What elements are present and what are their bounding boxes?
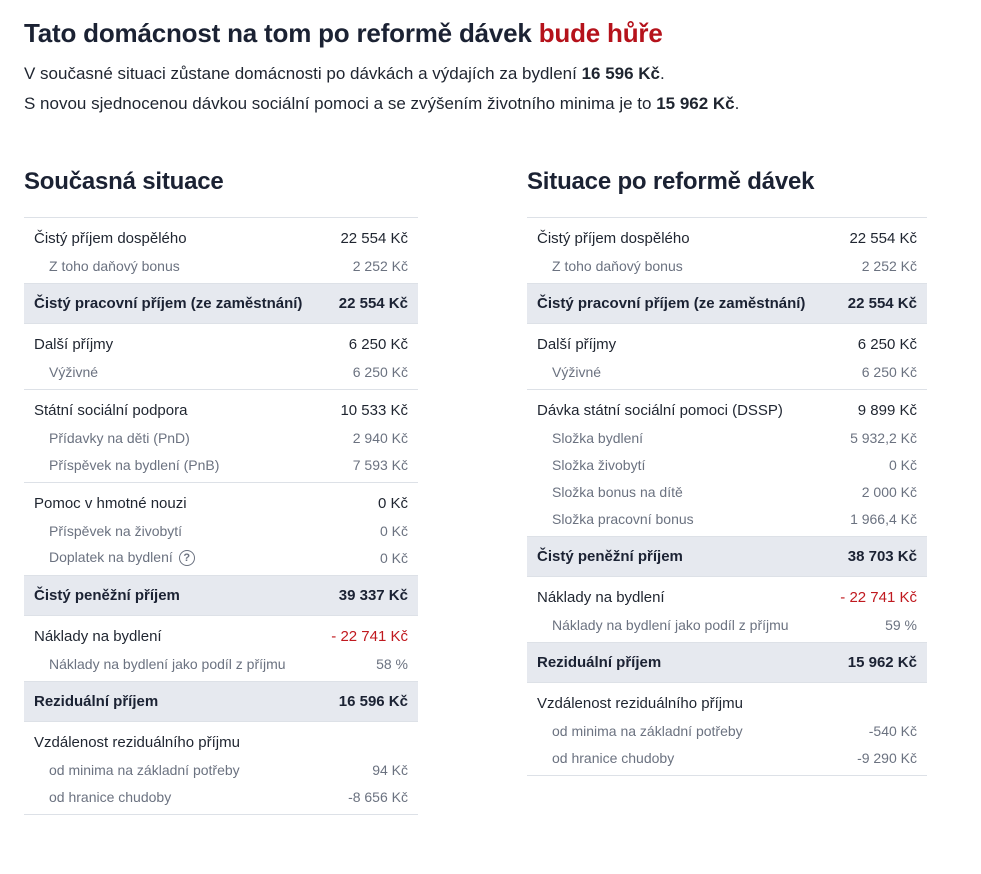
table-row: [527, 330, 927, 358]
residual-income-total: [527, 643, 927, 683]
current-situation-table: [24, 217, 418, 815]
table-row: [527, 224, 927, 252]
row-label: Složka pracovní bonus: [552, 510, 694, 527]
row-value: 58 %: [376, 655, 408, 672]
row-label: Čistý příjem dospělého: [34, 229, 187, 247]
row-label: Dávka státní sociální pomoci (DSSP): [537, 401, 783, 419]
row-value: 2 000 Kč: [861, 483, 917, 500]
residual-distance-group: [24, 722, 418, 815]
table-row: [24, 544, 418, 571]
table-row: [527, 744, 927, 771]
row-label: Čistý pracovní příjem (ze zaměstnání): [537, 295, 806, 312]
row-value: 5 932,2 Kč: [850, 429, 917, 446]
table-row: [527, 689, 927, 717]
table-row: [24, 252, 418, 279]
housing-costs-group: [527, 577, 927, 643]
row-value: 16 596 Kč: [338, 693, 408, 710]
row-label: Další příjmy: [34, 335, 114, 353]
net-work-income-total: [24, 284, 418, 324]
row-label: od hranice chudoby: [49, 788, 172, 805]
row-label: Náklady na bydlení jako podíl z příjmu: [49, 655, 286, 672]
housing-costs-group: [24, 616, 418, 682]
row-value: -540 Kč: [868, 722, 917, 739]
net-work-income-total: [527, 284, 927, 324]
row-label: Výživné: [49, 363, 99, 380]
table-row: [24, 622, 418, 650]
row-value: 6 250 Kč: [352, 363, 408, 380]
state-support-group: [24, 390, 418, 483]
row-label-wrap: [49, 549, 195, 566]
row-value: 10 533 Kč: [340, 401, 408, 419]
row-value: 9 899 Kč: [857, 401, 917, 419]
row-value: 0 Kč: [379, 549, 408, 566]
row-value: 22 554 Kč: [340, 229, 408, 247]
net-cash-income-total: [24, 576, 418, 616]
table-row: [24, 330, 418, 358]
row-label: Čistý peněžní příjem: [34, 587, 180, 604]
table-row: [24, 358, 418, 385]
table-row: [24, 224, 418, 252]
table-row: [24, 650, 418, 677]
row-label: Čistý peněžní příjem: [537, 548, 683, 565]
row-label: Složka živobytí: [552, 456, 646, 473]
row-label: Náklady na bydlení jako podíl z příjmu: [552, 616, 789, 633]
row-value: 2 940 Kč: [352, 429, 408, 446]
summary-reform: S novou sjednocenou dávkou sociální pomoci a se zvýšením životního minima je to 15 962 Kč.: [24, 94, 740, 113]
help-circle-icon[interactable]: ?: [179, 550, 195, 566]
row-label: Z toho daňový bonus: [49, 257, 180, 274]
row-label: od hranice chudoby: [552, 749, 675, 766]
row-label: Složka bydlení: [552, 429, 644, 446]
row-value: 0 Kč: [888, 456, 917, 473]
table-row: [24, 517, 418, 544]
row-label: Složka bonus na dítě: [552, 483, 683, 500]
row-label: Doplatek na bydlení: [49, 548, 173, 565]
row-label: Čistý příjem dospělého: [537, 229, 690, 247]
row-value: 6 250 Kč: [861, 363, 917, 380]
row-label: Vzdálenost reziduálního příjmu: [537, 694, 743, 712]
row-label: Pomoc v hmotné nouzi: [34, 494, 187, 512]
row-value: 6 250 Kč: [348, 335, 408, 353]
net-cash-income-total: [527, 537, 927, 577]
row-value: 0 Kč: [377, 494, 408, 512]
row-label: Čistý pracovní příjem (ze zaměstnání): [34, 295, 303, 312]
row-value: 2 252 Kč: [352, 257, 408, 274]
row-value: 39 337 Kč: [338, 587, 408, 604]
net-income-adult-group: [24, 218, 418, 284]
row-label: Reziduální příjem: [34, 693, 159, 710]
row-label: Další příjmy: [537, 335, 617, 353]
current-situation-panel: [24, 168, 418, 815]
row-label: od minima na základní potřeby: [552, 722, 743, 739]
table-row: [527, 358, 927, 385]
material-need-group: [24, 483, 418, 576]
row-value: 7 593 Kč: [352, 456, 408, 473]
row-value: 38 703 Kč: [847, 548, 917, 565]
table-row: [24, 783, 418, 810]
row-label: Z toho daňový bonus: [552, 257, 683, 274]
table-row: [527, 478, 927, 505]
table-row: [527, 252, 927, 279]
table-row: [527, 717, 927, 744]
row-label: od minima na základní potřeby: [49, 761, 240, 778]
summary-reform-value: 15 962 Kč: [656, 94, 735, 113]
row-value: 1 966,4 Kč: [850, 510, 917, 527]
page-title: [24, 18, 663, 49]
other-income-group: [527, 324, 927, 390]
row-value: 2 252 Kč: [861, 257, 917, 274]
row-value: 6 250 Kč: [857, 335, 917, 353]
row-value: 15 962 Kč: [847, 654, 917, 671]
table-row: [527, 505, 927, 532]
row-value: -9 290 Kč: [857, 749, 917, 766]
row-label: Vzdálenost reziduálního příjmu: [34, 733, 240, 751]
summary-current: V současné situaci zůstane domácnosti po dávkách a výdajích za bydlení 16 596 Kč.: [24, 64, 665, 83]
table-row: [527, 611, 927, 638]
summary-reform-text: S novou sjednocenou dávkou sociální pomoci a se zvýšením životního minima je to: [24, 94, 652, 113]
row-label: Příspěvek na bydlení (PnB): [49, 456, 220, 473]
row-label: Státní sociální podpora: [34, 401, 188, 419]
table-row: [24, 396, 418, 424]
residual-distance-group: [527, 683, 927, 776]
current-situation-title: Současná situace: [24, 168, 224, 195]
reform-situation-panel: [527, 168, 927, 776]
row-label: Přídavky na děti (PnD): [49, 429, 190, 446]
reform-situation-table: [527, 217, 927, 776]
row-value: -8 656 Kč: [348, 788, 408, 805]
row-value: 59 %: [885, 616, 917, 633]
row-value: 94 Kč: [372, 761, 408, 778]
headline-verdict: bude hůře: [538, 18, 663, 48]
reform-situation-title: Situace po reformě dávek: [527, 168, 815, 195]
row-label: Reziduální příjem: [537, 654, 662, 671]
table-row: [527, 451, 927, 478]
row-label: Příspěvek na živobytí: [49, 522, 183, 539]
net-income-adult-group: [527, 218, 927, 284]
residual-income-total: [24, 682, 418, 722]
dssp-group: [527, 390, 927, 537]
row-value: 22 554 Kč: [338, 295, 408, 312]
table-row: [24, 489, 418, 517]
row-label: Náklady na bydlení: [537, 588, 665, 606]
summary-current-value: 16 596 Kč: [581, 64, 661, 83]
table-row: [527, 396, 927, 424]
table-row: [527, 424, 927, 451]
table-row: [527, 583, 927, 611]
table-row: [24, 424, 418, 451]
row-value: 22 554 Kč: [847, 295, 917, 312]
row-value: 0 Kč: [379, 522, 408, 539]
other-income-group: [24, 324, 418, 390]
row-value: - 22 741 Kč: [840, 588, 917, 606]
row-label: Výživné: [552, 363, 602, 380]
row-value: 22 554 Kč: [849, 229, 917, 247]
headline-prefix: Tato domácnost na tom po reformě dávek: [24, 18, 532, 48]
table-row: [24, 451, 418, 478]
table-row: [24, 728, 418, 756]
row-label: Náklady na bydlení: [34, 627, 162, 645]
summary-current-text: V současné situaci zůstane domácnosti po dávkách a výdajích za bydlení: [24, 64, 577, 83]
row-value: - 22 741 Kč: [331, 627, 408, 645]
table-row: [24, 756, 418, 783]
